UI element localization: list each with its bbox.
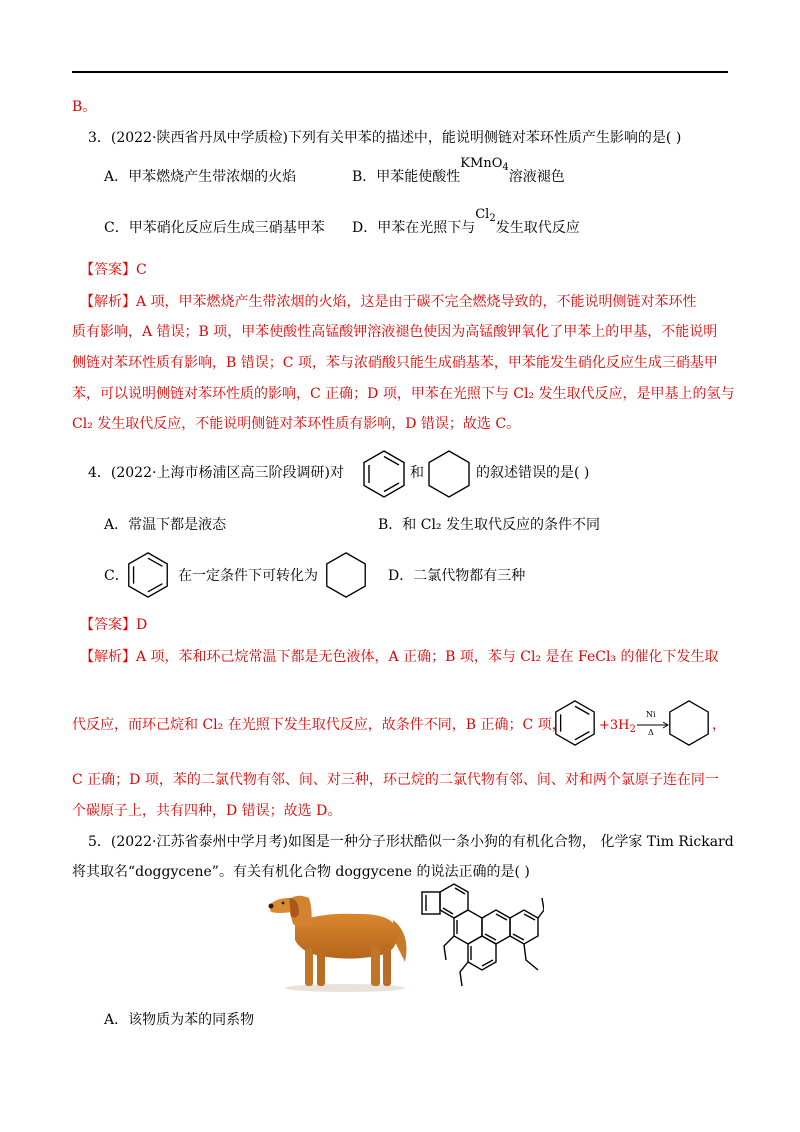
cyclohexane-structure-icon	[425, 448, 473, 500]
q4-explanation-line-4: 个碳原子上，共有四种，D 错误；故选 D。	[72, 803, 342, 819]
q3-explanation-line-4: 苯，可以说明侧链对苯环性质的影响，C 正确；D 项，甲苯在光照下与 Cl₂ 发生取代反应，是甲基上的氢与	[72, 386, 735, 402]
reaction-arrow-icon: Ni Δ	[636, 712, 670, 738]
previous-answer-tail: B。	[72, 99, 97, 115]
q4-option-c-text: 在一定条件下可转化为	[178, 568, 318, 584]
q5-stem-line-1: 5．(2022·江苏省泰州中学月考)如图是一种分子形状酷似一条小狗的有机化合物， 化学家 Tim Rickard	[88, 834, 734, 850]
benzene-structure-icon	[360, 448, 408, 500]
q4-option-b: B．和 Cl₂ 发生取代反应的条件不同	[378, 517, 600, 533]
benzene-structure-icon	[552, 698, 598, 748]
q4-explanation-line-3: C 正确；D 项，苯的二氯代物有邻、间、对三种，环己烷的二氯代物有邻、间、对和两个氯原子连在同一	[72, 772, 719, 788]
benzene-structure-icon	[124, 550, 172, 600]
q3-option-b: B．甲苯能使酸性KMnO$_4$溶液褪色	[352, 156, 565, 185]
q4-option-c-prefix: C．	[104, 568, 129, 584]
dog-photo	[265, 884, 413, 994]
q4-explanation-line-2: 代反应，而环己烷和 Cl₂ 在光照下发生取代反应，故条件不同，B 正确；C 项，	[72, 717, 566, 733]
q3-explanation-line-2: 质有影响，A 错误；B 项，甲苯使酸性高锰酸钾溶液褪色使因为高锰酸钾氧化了甲苯上的甲基，不能说明	[72, 324, 718, 340]
q3-option-d: D．甲苯在光照下与$Cl_2$发生取代反应	[352, 207, 580, 236]
q4-option-a: A．常温下都是液态	[104, 517, 227, 533]
q4-stem-and: 和	[410, 465, 424, 481]
q3-stem: 3．(2022·陕西省丹凤中学质检)下列有关甲苯的描述中，能说明侧链对苯环性质产生影响的是( )	[88, 130, 682, 146]
q3-explanation-line-1: 【解析】A 项，甲苯燃烧产生带浓烟的火焰，这是由于碳不完全燃烧导致的，不能说明侧链对苯环性	[80, 294, 697, 310]
q4-explanation-line-1: 【解析】A 项，苯和环己烷常温下都是无色液体，A 正确；B 项，苯与 Cl₂ 是在 FeCl₃ 的催化下发生取	[80, 649, 719, 665]
q3-answer: 【答案】C	[80, 262, 147, 278]
q4-stem-post: 的叙述错误的是( )	[476, 465, 590, 481]
q3-option-a: A．甲苯燃烧产生带浓烟的火焰	[104, 169, 297, 185]
header-rule	[72, 71, 728, 73]
q4-answer: 【答案】D	[80, 617, 148, 633]
q4-explanation-comma: ，	[712, 717, 726, 733]
q5-stem-line-2: 将其取名“doggycene”。有关有机化合物 doggycene 的说法正确的是( )	[72, 864, 530, 880]
doggycene-structure-icon	[414, 880, 544, 1000]
cyclohexane-structure-icon	[322, 550, 370, 600]
q4-option-d: D．二氯代物都有三种	[388, 568, 526, 584]
q3-explanation-line-5: Cl₂ 发生取代反应，不能说明侧链对苯环性质有影响，D 错误；故选 C。	[72, 416, 521, 432]
q5-option-a: A．该物质为苯的同系物	[104, 1012, 255, 1028]
cyclohexane-structure-icon	[666, 698, 712, 748]
q3-explanation-line-3: 侧链对苯环性质有影响，B 错误；C 项，苯与浓硝酸只能生成硝基苯，甲苯能发生硝化反应生成三硝基甲	[72, 355, 718, 371]
reagent-hydrogen: $+3H_2$	[599, 718, 636, 735]
q3-option-c: C．甲苯硝化反应后生成三硝基甲苯	[104, 220, 325, 236]
q4-stem-pre: 4．(2022·上海市杨浦区高三阶段调研)对	[88, 465, 344, 481]
